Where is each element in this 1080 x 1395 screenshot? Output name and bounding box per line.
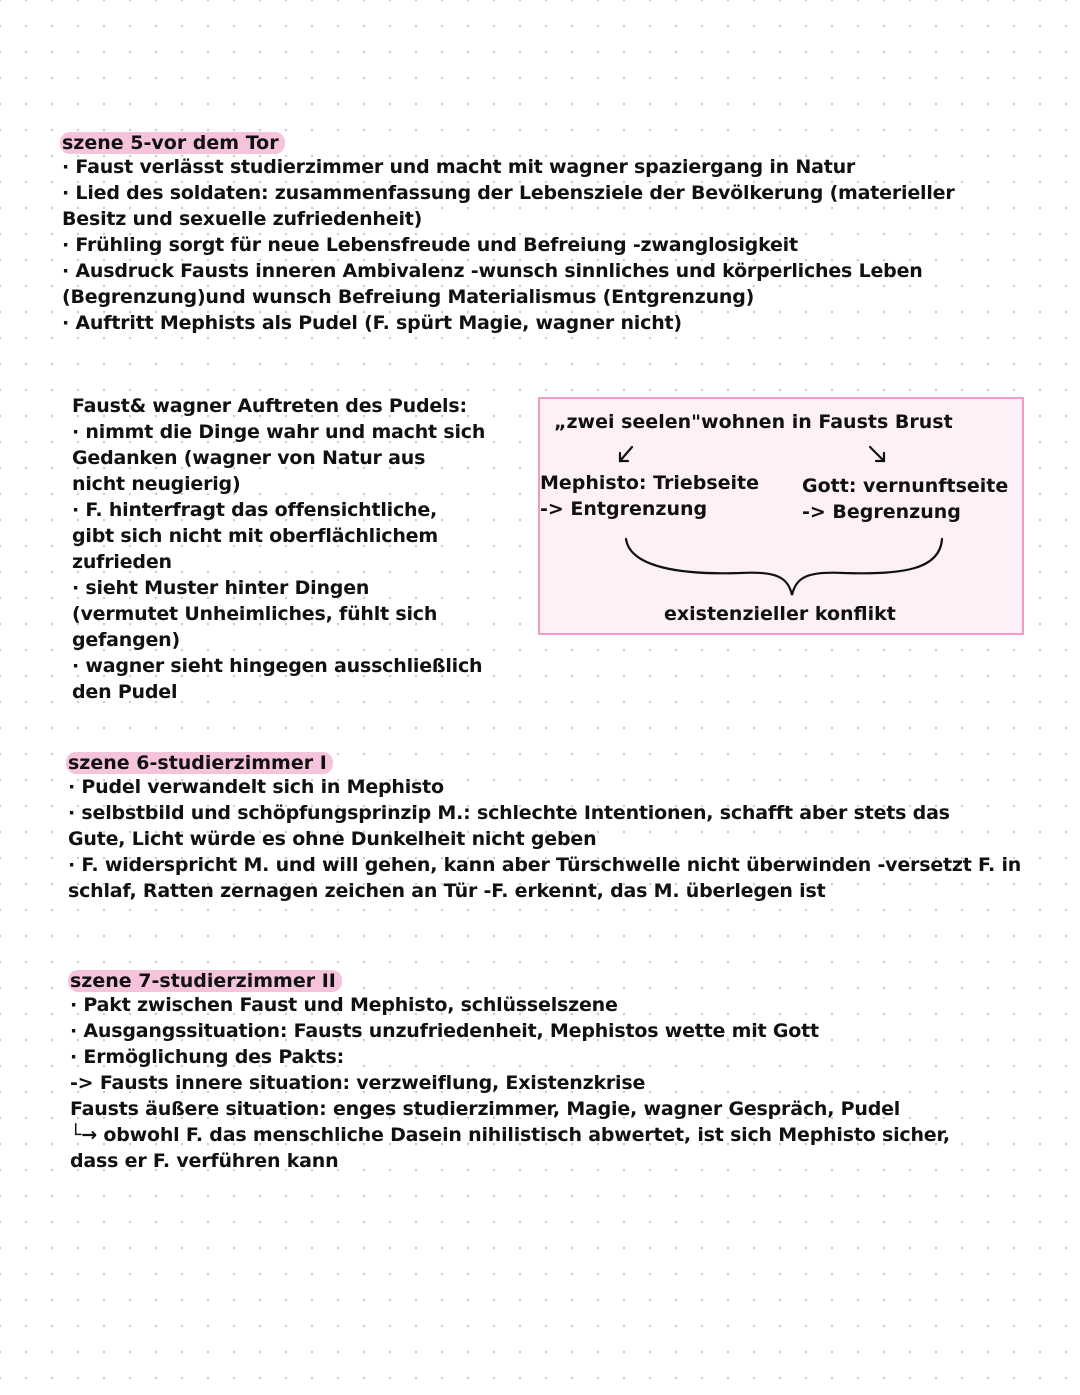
scene7-line: dass er F. verführen kann — [70, 1150, 339, 1172]
scene6-heading: szene 6-studierzimmer I — [66, 752, 333, 774]
scene7-line: · Ermöglichung des Pakts: — [70, 1046, 344, 1068]
pudel-line: (vermutet Unheimliches, fühlt sich — [72, 603, 438, 625]
scene6-line: · selbstbild und schöpfungsprinzip M.: schlechte Intentionen, schafft aber stets das — [68, 802, 950, 824]
pudel-line: · F. hinterfragt das offensichtliche, — [72, 499, 438, 521]
pudel-line: den Pudel — [72, 681, 178, 703]
box-left-line1: Mephisto: Triebseite — [540, 472, 760, 494]
scene5-line: · Faust verlässt studierzimmer und macht mit wagner spaziergang in Natur — [62, 156, 856, 178]
pudel-line: Gedanken (wagner von Natur aus — [72, 447, 426, 469]
scene5-line: · Lied des soldaten: zusammenfassung der Lebensziele der Bevölkerung (materieller — [62, 182, 955, 204]
scene5-heading: szene 5-vor dem Tor — [60, 132, 285, 154]
box-right-line2: -> Begrenzung — [802, 501, 961, 523]
scene7-line: Fausts äußere situation: enges studierzimmer, Magie, wagner Gespräch, Pudel — [70, 1098, 901, 1120]
pudel-line: · nimmt die Dinge wahr und macht sich — [72, 421, 486, 443]
pudel-line: · sieht Muster hinter Dingen — [72, 577, 370, 599]
scene5-line: · Ausdruck Fausts inneren Ambivalenz -wunsch sinnliches und körperliches Leben — [62, 260, 923, 282]
box-bottom: existenzieller konflikt — [664, 603, 896, 625]
curly-brace — [626, 539, 942, 595]
scene7-heading: szene 7-studierzimmer II — [68, 970, 342, 992]
pudel-line: · wagner sieht hingegen ausschließlich — [72, 655, 483, 677]
pudel-line: zufrieden — [72, 551, 172, 573]
scene7-line: · Ausgangssituation: Fausts unzufriedenheit, Mephistos wette mit Gott — [70, 1020, 819, 1042]
scene6-line: · Pudel verwandelt sich in Mephisto — [68, 776, 444, 798]
box-left-line2: -> Entgrenzung — [540, 498, 708, 520]
scene6-line: Gute, Licht würde es ohne Dunkelheit nicht geben — [68, 828, 597, 850]
scene7-line: -> Fausts innere situation: verzweiflung, Existenzkrise — [70, 1072, 646, 1094]
scene7-line: · Pakt zwischen Faust und Mephisto, schlüsselszene — [70, 994, 618, 1016]
pudel-section — [72, 393, 485, 705]
scene6-section — [68, 752, 1021, 904]
scene7-line: └→ obwohl F. das menschliche Dasein nihilistisch abwertet, ist sich Mephisto sicher, — [70, 1124, 950, 1146]
scene5-line: Besitz und sexuelle zufriedenheit) — [62, 208, 423, 230]
scene5-section — [62, 132, 955, 336]
box-title: „zwei seelen"wohnen in Fausts Brust — [554, 411, 953, 433]
pudel-line: nicht neugierig) — [72, 473, 241, 495]
arrow-left-icon — [620, 447, 632, 461]
two-souls-box — [538, 397, 1024, 635]
pudel-line: gefangen) — [72, 629, 180, 651]
scene6-line: schlaf, Ratten zernagen zeichen an Tür -F. erkennt, das M. überlegen ist — [68, 880, 826, 902]
scene7-section — [70, 970, 950, 1174]
pudel-line: gibt sich nicht mit oberflächlichem — [72, 525, 438, 547]
scene5-line: · Auftritt Mephists als Pudel (F. spürt Magie, wagner nicht) — [62, 312, 682, 334]
scene6-line: · F. widerspricht M. und will gehen, kann aber Türschwelle nicht überwinden -versetzt F. in — [68, 854, 1022, 876]
box-right-line1: Gott: vernunftseite — [802, 475, 1009, 497]
pudel-line: Faust& wagner Auftreten des Pudels: — [72, 395, 467, 417]
scene5-line: · Frühling sorgt für neue Lebensfreude und Befreiung -zwanglosigkeit — [62, 234, 798, 256]
arrow-right-icon — [870, 447, 884, 461]
scene5-line: (Begrenzung)und wunsch Befreiung Materialismus (Entgrenzung) — [62, 286, 755, 308]
